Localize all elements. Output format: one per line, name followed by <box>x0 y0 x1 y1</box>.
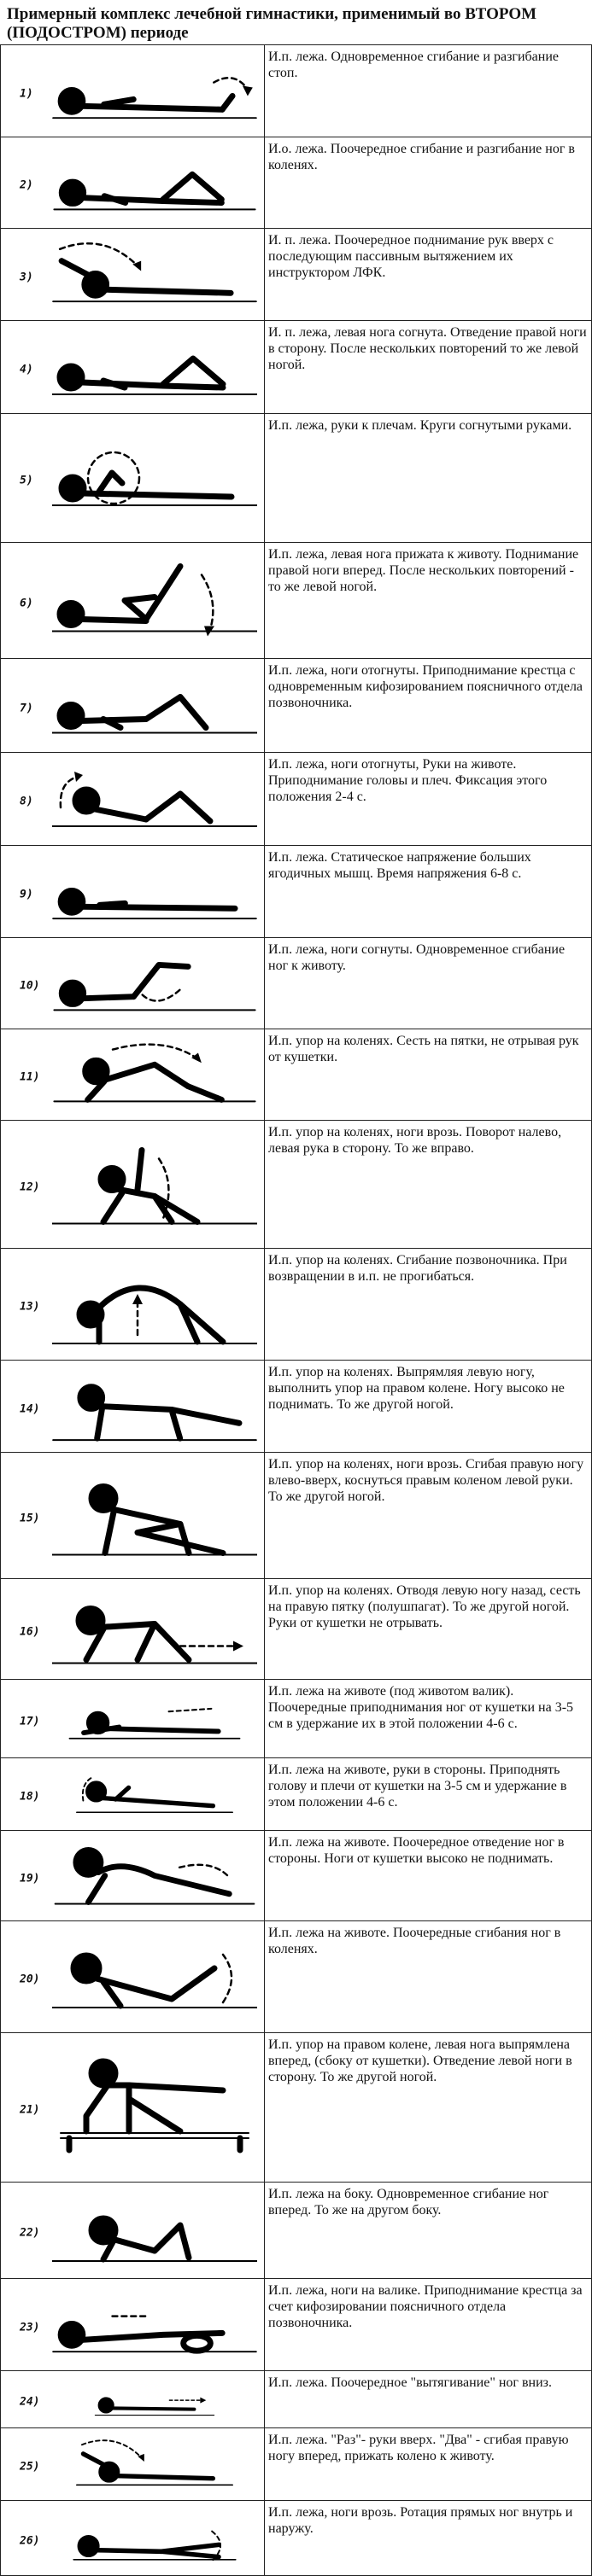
exercise-number: 4) <box>20 363 33 376</box>
table-row <box>1 321 592 414</box>
exercise-illustration-cell <box>1 2183 265 2279</box>
exercise-description: И.п. лежа на животе. Поочередное отведение ног в стороны. Ноги от кушетки высоко не поднимать. <box>265 1831 592 1921</box>
exercise-description: И.п. лежа, ноги отогнуты, Руки на животе. Приподнимание головы и плеч. Фиксация этого положения 2-4 с. <box>265 753 592 846</box>
exercise-figure-icon <box>52 849 257 934</box>
exercise-illustration-cell <box>1 229 265 321</box>
table-row <box>1 753 592 846</box>
exercise-figure-icon <box>52 2037 257 2178</box>
exercise-figure-icon <box>52 1925 257 2029</box>
table-row <box>1 2501 592 2576</box>
exercise-illustration-cell <box>1 2428 265 2501</box>
exercise-illustration-cell <box>1 2033 265 2183</box>
exercise-illustration-cell <box>1 1249 265 1361</box>
table-row <box>1 1831 592 1921</box>
exercise-description: И.п. лежа, ноги врозь. Ротация прямых ног внутрь и наружу. <box>265 2501 592 2576</box>
exercise-number: 21) <box>20 2103 40 2117</box>
exercise-description: И.п. лежа, ноги отогнуты. Приподнимание крестца с одновременным кифозированием поясничного отдела позвоночника. <box>265 659 592 753</box>
exercise-number: 9) <box>20 888 33 900</box>
exercise-description: И.п. лежа на животе. Поочередные сгибания ног в коленях. <box>265 1921 592 2033</box>
table-row <box>1 659 592 753</box>
exercise-description: И.п. лежа на животе (под животом валик). Поочередные приподнимания ног от кушетки на 3-5 см в удержание их в этой положении 4-6 с. <box>265 1680 592 1758</box>
exercise-number: 13) <box>20 1300 40 1314</box>
exercise-description: И.п. лежа, левая нога прижата к животу. Поднимание правой ноги вперед. После нескольких повторений - то же левой ногой. <box>265 543 592 659</box>
exercise-illustration-cell <box>1 1680 265 1758</box>
exercise-number: 26) <box>20 2534 40 2547</box>
exercise-illustration-cell <box>1 1029 265 1121</box>
exercise-number: 17) <box>20 1715 40 1728</box>
exercise-illustration-cell <box>1 1453 265 1579</box>
exercise-figure-icon <box>52 1252 257 1356</box>
table-row <box>1 1249 592 1361</box>
exercise-description: И.о. лежа. Поочередное сгибание и разгибание ног в коленях. <box>265 137 592 229</box>
exercise-illustration-cell <box>1 1758 265 1831</box>
exercise-figure-icon <box>52 141 257 224</box>
exercise-number: 3) <box>20 271 33 283</box>
exercise-description: И.п. упор на коленях, ноги врозь. Поворот налево, левая рука в сторону. То же вправо. <box>265 1121 592 1249</box>
exercise-figure-icon <box>52 941 257 1025</box>
exercise-illustration-cell <box>1 846 265 938</box>
exercise-illustration-cell <box>1 321 265 414</box>
exercise-table <box>0 44 592 2576</box>
table-row <box>1 2033 592 2183</box>
exercise-figure-icon <box>52 49 257 133</box>
exercise-figure-icon <box>52 1033 257 1116</box>
exercise-description: И.п. упор на коленях. Сгибание позвоночника. При возвращении в и.п. не прогибаться. <box>265 1249 592 1361</box>
exercise-number: 16) <box>20 1625 40 1638</box>
table-row <box>1 543 592 659</box>
exercise-description: И.п. упор на коленях, ноги врозь. Сгибая правую ногу влево-вверх, коснуться правым коленом левой руки. То же другой ногой. <box>265 1453 592 1579</box>
exercise-illustration-cell <box>1 1361 265 1453</box>
exercise-number: 1) <box>20 87 33 100</box>
exercise-description: И.п. упор на правом колене, левая нога выпрямлена вперед, (сбоку от кушетки). Отведение левой ноги в сторону. То же другой ногой. <box>265 2033 592 2183</box>
exercise-description: И.п. лежа. Поочередное "вытягивание" ног вниз. <box>265 2371 592 2428</box>
table-row <box>1 1453 592 1579</box>
table-row <box>1 1361 592 1453</box>
exercise-illustration-cell <box>1 1121 265 1249</box>
exercise-figure-icon <box>52 1762 257 1827</box>
exercise-figure-icon <box>52 662 257 749</box>
table-row <box>1 2428 592 2501</box>
exercise-description: И.п. лежа, ноги на валике. Приподнимание крестца за счет кифозировании поясничного отдела позвоночника. <box>265 2279 592 2371</box>
exercise-illustration-cell <box>1 414 265 543</box>
exercise-illustration-cell <box>1 659 265 753</box>
exercise-illustration-cell <box>1 137 265 229</box>
table-row <box>1 1121 592 1249</box>
exercise-figure-icon <box>52 232 257 317</box>
table-row <box>1 1579 592 1680</box>
exercise-illustration-cell <box>1 2279 265 2371</box>
exercise-description: И. п. лежа, левая нога согнута. Отведение правой ноги в сторону. После нескольких повторений то же левой ногой. <box>265 321 592 414</box>
exercise-illustration-cell <box>1 2371 265 2428</box>
exercise-description: И.п. лежа. "Раз"- руки вверх. "Два" - сгибая правую ногу вперед, прижать колено к животу. <box>265 2428 592 2501</box>
exercise-figure-icon <box>52 1456 257 1575</box>
exercise-number: 18) <box>20 1790 40 1804</box>
exercise-number: 22) <box>20 2226 40 2240</box>
exercise-figure-icon <box>52 2504 257 2572</box>
exercise-number: 12) <box>20 1180 40 1193</box>
exercise-figure-icon <box>52 1364 257 1448</box>
exercise-number: 6) <box>20 597 33 609</box>
exercise-description: И.п. лежа. Статическое напряжение больших ягодичных мышц. Время напряжения 6-8 с. <box>265 846 592 938</box>
table-row <box>1 1921 592 2033</box>
exercise-number: 11) <box>20 1070 40 1084</box>
exercise-number: 20) <box>20 1973 40 1986</box>
exercise-illustration-cell <box>1 543 265 659</box>
table-row <box>1 2279 592 2371</box>
exercise-figure-icon <box>52 1124 257 1244</box>
exercise-figure-icon <box>52 2432 257 2497</box>
exercise-figure-icon <box>52 1683 257 1754</box>
exercise-figure-icon <box>52 1582 257 1676</box>
exercise-figure-icon <box>52 2186 257 2275</box>
table-row <box>1 1680 592 1758</box>
exercise-illustration-cell <box>1 45 265 137</box>
exercise-number: 10) <box>20 979 40 993</box>
exercise-number: 8) <box>20 795 33 808</box>
table-row <box>1 229 592 321</box>
page-title: Примерный комплекс лечебной гимнастики, применимый во ВТОРОМ (ПОДОСТРОМ) периоде <box>7 5 537 42</box>
exercise-figure-icon <box>52 756 257 842</box>
exercise-illustration-cell <box>1 2501 265 2576</box>
exercise-illustration-cell <box>1 938 265 1029</box>
exercise-description: И. п. лежа. Поочередное поднимание рук вверх с последующим пассивным вытяжением их инструктором ЛФК. <box>265 229 592 321</box>
table-row <box>1 938 592 1029</box>
exercise-illustration-cell <box>1 1579 265 1680</box>
exercise-number: 7) <box>20 702 33 714</box>
exercise-description: И.п. лежа на животе, руки в стороны. Приподнять голову и плечи от кушетки на 3-5 см и удержание в этом положении 4-6 с. <box>265 1758 592 1831</box>
exercise-description: И.п. упор на коленях. Отводя левую ногу назад, сесть на правую пятку (полушпагат). То же другой ногой. Руки от кушетки не отрывать. <box>265 1579 592 1680</box>
exercise-number: 19) <box>20 1872 40 1885</box>
table-row <box>1 2371 592 2428</box>
exercise-figure-icon <box>52 2282 257 2367</box>
exercise-description: И.п. лежа. Одновременное сгибание и разгибание стоп. <box>265 45 592 137</box>
exercise-illustration-cell <box>1 1921 265 2033</box>
table-row <box>1 1758 592 1831</box>
exercise-illustration-cell <box>1 753 265 846</box>
exercise-figure-icon <box>52 2375 257 2424</box>
exercise-figure-icon <box>52 1834 257 1917</box>
exercise-number: 14) <box>20 1402 40 1415</box>
exercise-number: 2) <box>20 178 33 192</box>
exercise-description: И.п. упор на коленях. Сесть на пятки, не отрывая рук от кушетки. <box>265 1029 592 1121</box>
exercise-number: 5) <box>20 474 33 487</box>
exercise-description: И.п. упор на коленях. Выпрямляя левую ногу, выполнить упор на правом колене. Ногу высоко не поднимать. То же другой ногой. <box>265 1361 592 1453</box>
table-row <box>1 137 592 229</box>
exercise-illustration-cell <box>1 1831 265 1921</box>
exercise-number: 23) <box>20 2321 40 2334</box>
table-row <box>1 1029 592 1121</box>
exercise-number: 15) <box>20 1512 40 1524</box>
exercise-figure-icon <box>52 546 257 655</box>
table-row <box>1 2183 592 2279</box>
exercise-description: И.п. лежа, руки к плечам. Круги согнутыми руками. <box>265 414 592 543</box>
exercise-description: И.п. лежа на боку. Одновременное сгибание ног вперед. То же на другом боку. <box>265 2183 592 2279</box>
table-row <box>1 846 592 938</box>
exercise-description: И.п. лежа, ноги согнуты. Одновременное сгибание ног к животу. <box>265 938 592 1029</box>
exercise-number: 25) <box>20 2460 40 2474</box>
exercise-number: 24) <box>20 2395 40 2409</box>
table-row <box>1 45 592 137</box>
table-row <box>1 414 592 543</box>
exercise-figure-icon <box>52 417 257 539</box>
exercise-figure-icon <box>52 324 257 410</box>
